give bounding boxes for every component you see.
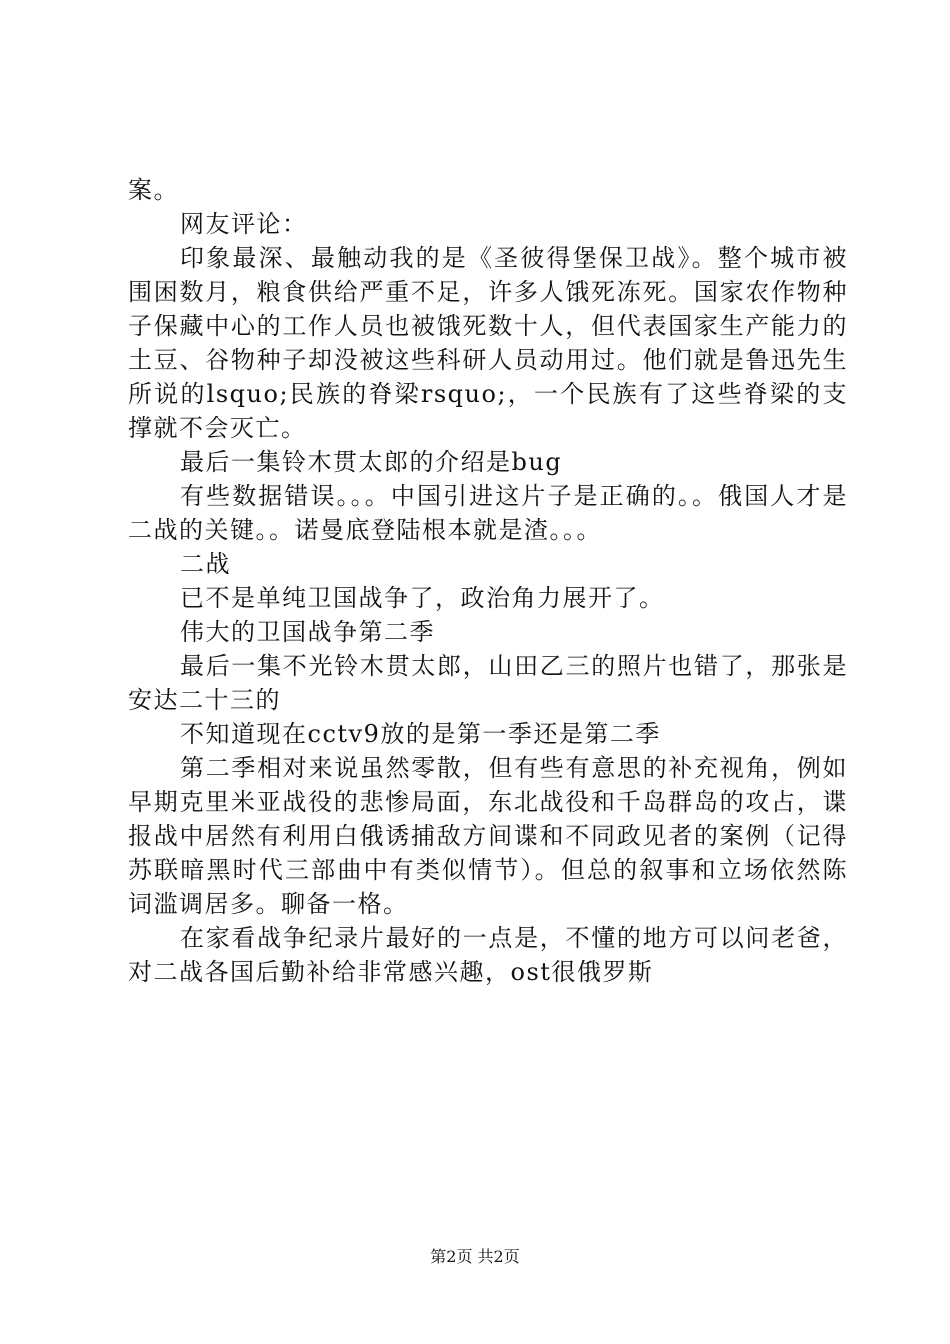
paragraph-comment-9: 第二季相对来说虽然零散，但有些有意思的补充视角，例如早期克里米亚战役的悲惨局面，东北战役和千岛群岛的攻占，谍报战中居然有利用白俄诱捕敌方间谍和不同政见者的案例（记得苏联暗黑时代三部曲中有类似情节）。但总的叙事和立场依然陈词滥调居多。聊备一格。 [128,754,848,918]
paragraph-comment-1: 印象最深、最触动我的是《圣彼得堡保卫战》。整个城市被围困数月，粮食供给严重不足，许多人饿死冻死。国家农作物种子保藏中心的工作人员也被饿死数十人，但代表国家生产能力的土豆、谷物种子却没被这些科研人员动用过。他们就是鲁迅先生所说的lsquo;民族的脊梁rsquo;，一个民族有了这些脊梁的支撑就不会灭亡。 [128,244,848,442]
paragraph-comment-2: 最后一集铃木贯太郎的介绍是bug [180,448,563,476]
paragraph-continuation: 案。 [128,176,179,204]
page-footer [0,1244,950,1267]
paragraph-comments-heading: 网友评论： [180,210,308,238]
paragraph-comment-3: 有些数据错误。。。中国引进这片子是正确的。。俄国人才是二战的关键。。诺曼底登陆根本就是渣。。。 [128,482,848,544]
paragraph-comment-6: 伟大的卫国战争第二季 [180,618,435,646]
page-number-label: 第2页 共2页 [430,1247,520,1266]
paragraph-comment-8: 不知道现在cctv9放的是第一季还是第二季 [180,720,661,748]
document-body [128,173,848,989]
paragraph-comment-10: 在家看战争纪录片最好的一点是，不懂的地方可以问老爸，对二战各国后勤补给非常感兴趣，ost很俄罗斯 [128,924,848,986]
paragraph-comment-5: 已不是单纯卫国战争了，政治角力展开了。 [180,584,665,612]
paragraph-comment-4: 二战 [180,550,231,578]
paragraph-comment-7: 最后一集不光铃木贯太郎，山田乙三的照片也错了，那张是安达二十三的 [128,652,848,714]
